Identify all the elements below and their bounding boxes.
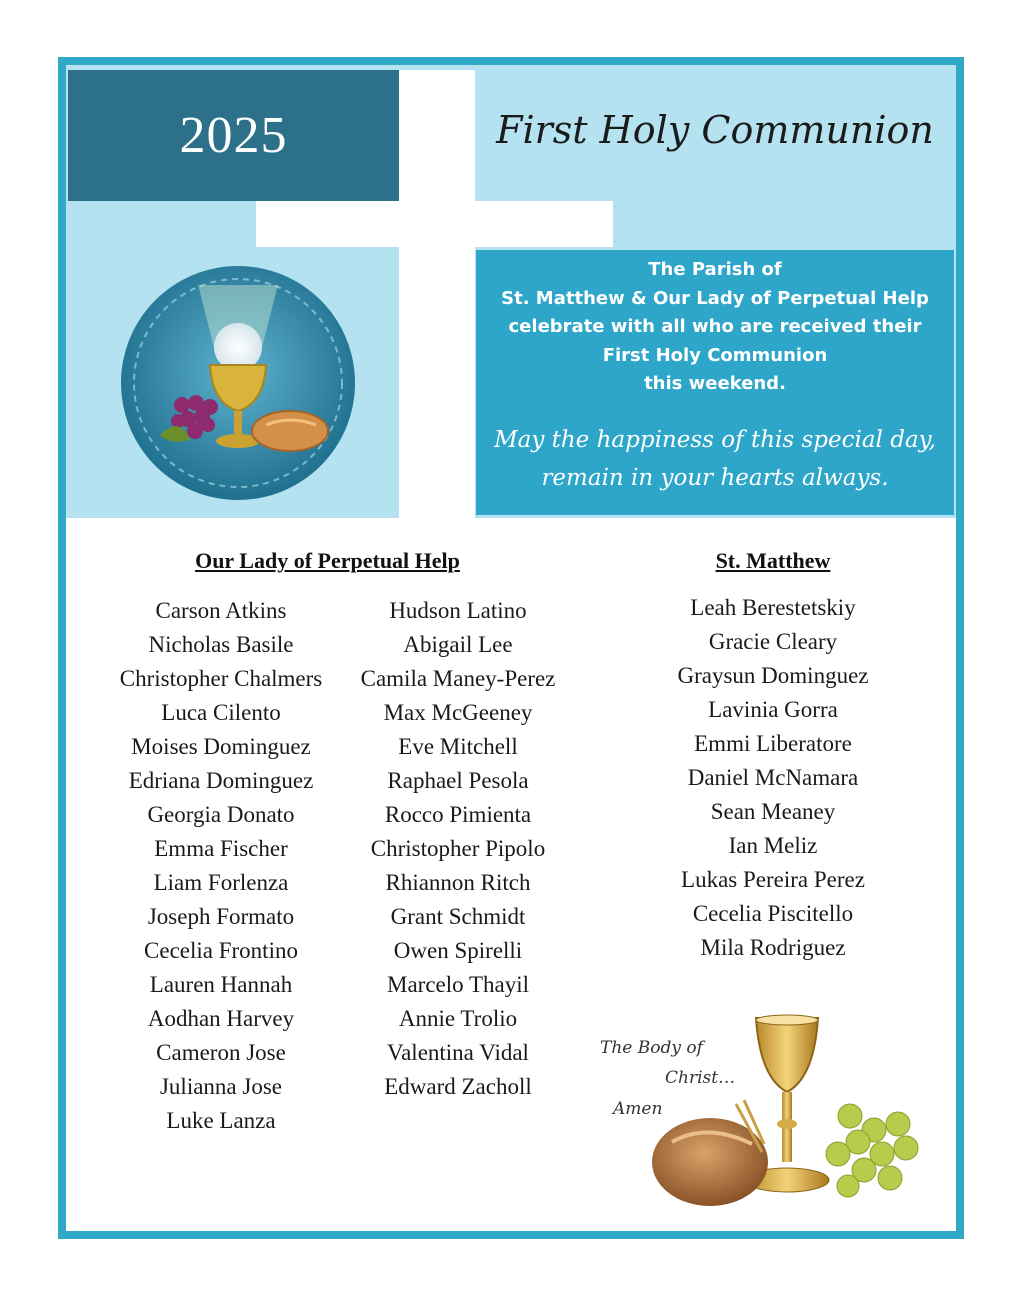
communicant-name: Leah Berestetskiy bbox=[690, 595, 856, 620]
communicant-name: Cecelia Frontino bbox=[144, 938, 298, 963]
communicant-name: Mila Rodriguez bbox=[700, 935, 846, 960]
parish-message bbox=[476, 256, 954, 399]
caption-line-amen: Amen bbox=[613, 1099, 663, 1119]
communicant-name: Max McGeeney bbox=[383, 700, 533, 725]
communion-emblem-icon bbox=[120, 265, 356, 501]
communicant-name: Luca Cilento bbox=[161, 700, 281, 725]
communicant-name: Marcelo Thayil bbox=[387, 972, 529, 997]
communicant-name: Raphael Pesola bbox=[387, 768, 529, 793]
communicant-name: Cecelia Piscitello bbox=[692, 901, 854, 926]
communicant-name: Camila Maney-Perez bbox=[360, 666, 556, 691]
communicant-name: Cameron Jose bbox=[156, 1040, 286, 1065]
year-label: 2025 bbox=[179, 107, 288, 164]
chalice-bread-grapes-icon bbox=[652, 1012, 927, 1212]
parish-message-box bbox=[476, 250, 954, 515]
communicant-name: Christopher Pipolo bbox=[370, 836, 546, 861]
olph-heading: Our Lady of Perpetual Help bbox=[195, 548, 460, 573]
communicant-name: Rhiannon Ritch bbox=[385, 870, 531, 895]
communicant-name: Sean Meaney bbox=[710, 799, 836, 824]
communicant-name: Owen Spirelli bbox=[393, 938, 523, 963]
olph-names-column-1 bbox=[96, 594, 346, 1138]
communicant-name: Lukas Pereira Perez bbox=[681, 867, 865, 892]
communicant-name: Carson Atkins bbox=[155, 598, 287, 623]
olph-names-column-2 bbox=[343, 594, 573, 1104]
communicant-name: Joseph Formato bbox=[147, 904, 295, 929]
st-matthew-names bbox=[648, 591, 898, 965]
message-line: The Parish of bbox=[648, 259, 782, 280]
communicant-name: Hudson Latino bbox=[389, 598, 527, 623]
communicant-name: Lavinia Gorra bbox=[708, 697, 838, 722]
cross-vertical-bar bbox=[399, 70, 475, 518]
year-box bbox=[68, 70, 399, 201]
communicant-name: Edward Zacholl bbox=[384, 1074, 532, 1099]
communicant-name: Lauren Hannah bbox=[149, 972, 293, 997]
communicant-name: Julianna Jose bbox=[159, 1074, 282, 1099]
communicant-name: Aodhan Harvey bbox=[147, 1006, 295, 1031]
communicant-name: Gracie Cleary bbox=[708, 629, 838, 654]
communicant-name: Graysun Dominguez bbox=[677, 663, 869, 688]
cross-horizontal-bar bbox=[256, 201, 613, 247]
communicant-name: Edriana Dominguez bbox=[128, 768, 314, 793]
caption-line-christ: Christ… bbox=[665, 1068, 736, 1088]
communicant-name: Annie Trolio bbox=[398, 1006, 518, 1031]
communicant-name: Emma Fischer bbox=[154, 836, 288, 861]
communicant-name: Valentina Vidal bbox=[387, 1040, 529, 1065]
message-line: St. Matthew & Our Lady of Perpetual Help bbox=[501, 287, 929, 309]
communicant-name: Georgia Donato bbox=[147, 802, 295, 827]
communicant-name: Daniel McNamara bbox=[687, 765, 859, 790]
message-line: celebrate with all who are received their bbox=[508, 316, 922, 337]
caption-line-body-of: The Body of bbox=[600, 1038, 703, 1058]
communicant-name: Luke Lanza bbox=[166, 1108, 276, 1133]
communicant-name: Emmi Liberatore bbox=[694, 731, 852, 756]
communicant-name: Ian Meliz bbox=[728, 833, 818, 858]
communicant-name: Nicholas Basile bbox=[148, 632, 294, 657]
communicant-name: Christopher Chalmers bbox=[119, 666, 323, 691]
blessing-line: May the happiness of this special day, bbox=[494, 426, 936, 453]
communicant-name: Grant Schmidt bbox=[390, 904, 526, 929]
blessing-line: remain in your hearts always. bbox=[541, 464, 889, 491]
message-line: this weekend. bbox=[644, 373, 786, 394]
blessing-text bbox=[476, 421, 954, 497]
message-line: First Holy Communion bbox=[602, 344, 828, 366]
communicant-name: Eve Mitchell bbox=[398, 734, 518, 759]
page-title: First Holy Communion bbox=[496, 108, 934, 152]
communicant-name: Moises Dominguez bbox=[131, 734, 311, 759]
st-matthew-heading: St. Matthew bbox=[715, 548, 831, 573]
communicant-name: Rocco Pimienta bbox=[384, 802, 532, 827]
communicant-name: Abigail Lee bbox=[403, 632, 513, 657]
communicant-name: Liam Forlenza bbox=[153, 870, 289, 895]
